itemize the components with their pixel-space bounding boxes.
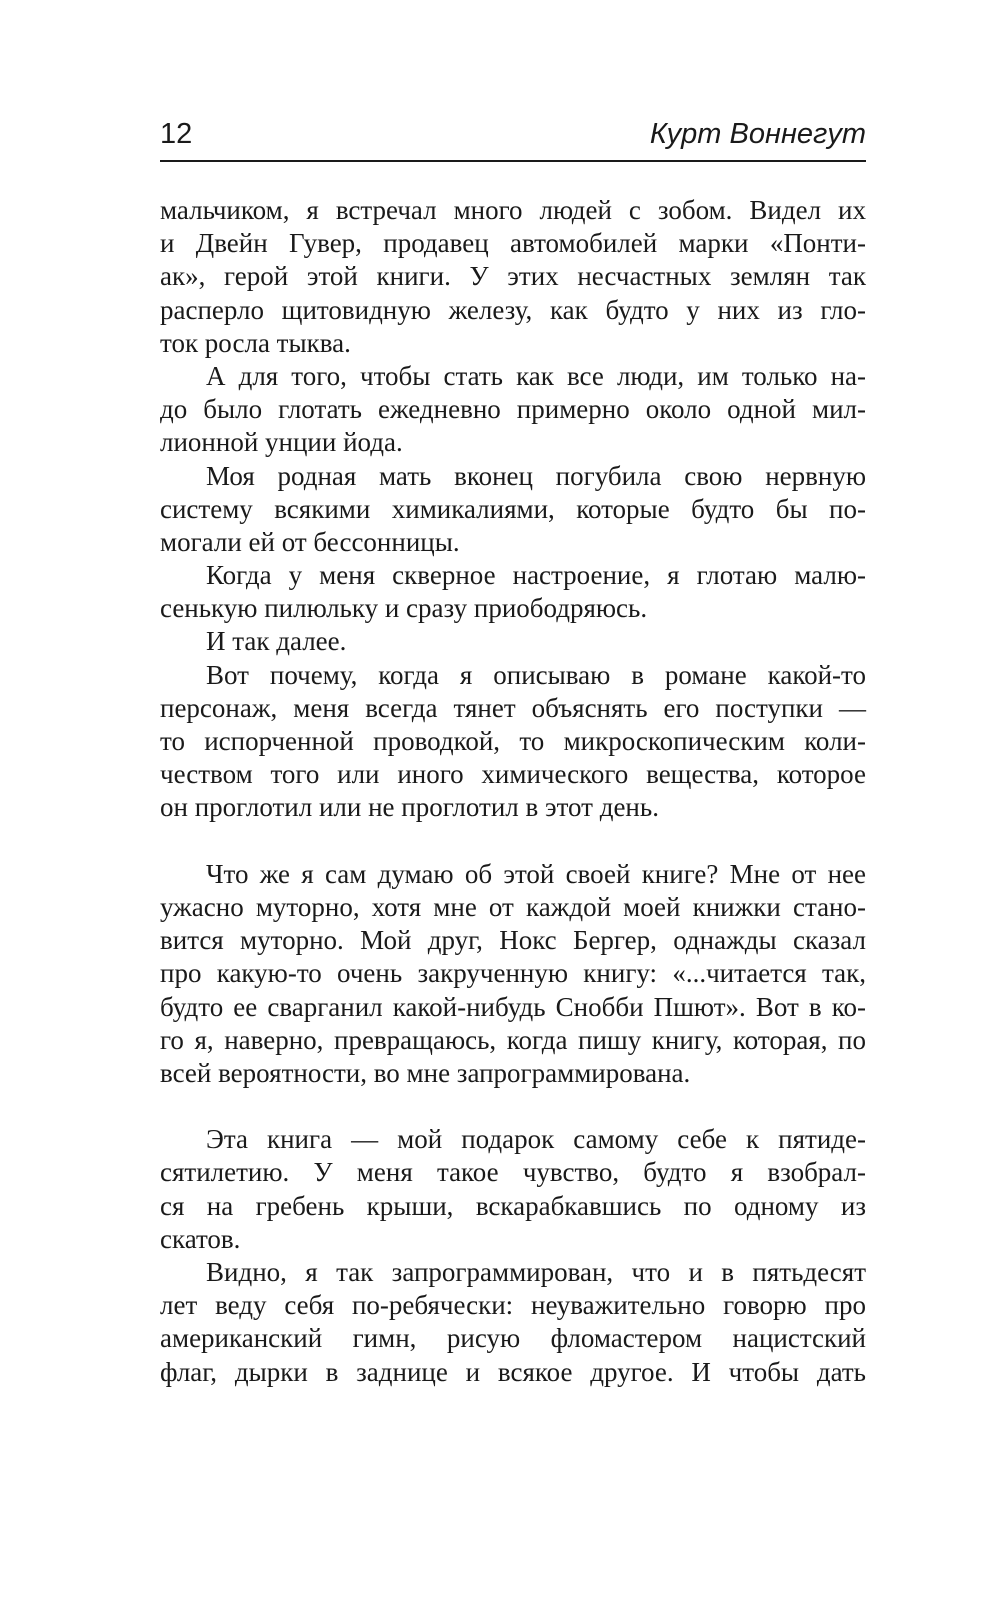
text-line: Вот почему, когда я описываю в романе какой-то: [206, 659, 866, 690]
text-line: скатов.: [160, 1223, 241, 1254]
text-line: ужасно муторно, хотя мне от каждой моей книжки стано-: [160, 891, 866, 922]
text-line: А для того, чтобы стать как все люди, им только на-: [206, 360, 866, 391]
text-line: американский гимн, рисую фломастером нацистский: [160, 1323, 866, 1354]
text-line: Видно, я так запрограммирован, что и в пятьдесят: [206, 1257, 866, 1287]
text-line: ток росла тыква.: [160, 327, 351, 358]
text-line: будто ее сварганил какой-нибудь Снобби Пшют». Вот в ко-: [160, 991, 866, 1022]
text-line: Когда у меня скверное настроение, я глотаю малю-: [206, 560, 866, 591]
text-line: могали ей от бессонницы.: [160, 526, 460, 557]
text-line: чеством того или иного химического вещества, которое: [160, 759, 866, 790]
text-line: лионной унции йода.: [160, 427, 403, 458]
text-line: расперло щитовидную железу, как будто у них из гло-: [160, 294, 866, 325]
text-line: всей вероятности, во мне запрограммирована.: [160, 1057, 691, 1088]
running-head: [160, 112, 866, 162]
text-line: сенькую пилюльку и сразу приободряюсь.: [160, 593, 648, 624]
page-number: 12: [160, 118, 193, 150]
paragraph: [160, 625, 866, 658]
text-line: до было глотать ежедневно примерно около одной мил-: [160, 394, 866, 425]
paragraph: [160, 559, 866, 625]
text-line: мальчиком, я встречал много людей с зобом. Видел их: [160, 195, 866, 225]
text-line: то испорченной проводкой, то микроскопическим коли-: [160, 726, 866, 756]
text-line: Что же я сам думаю об этой своей книге? Мне от нее: [206, 858, 866, 889]
text-line: сятилетию. У меня такое чувство, будто я взобрал-: [160, 1157, 866, 1188]
text-line: систему всякими химикалиями, которые будто бы по-: [160, 493, 866, 524]
text-line: ся на гребень крыши, вскарабкавшись по одному из: [160, 1190, 866, 1221]
paragraph: [160, 858, 866, 1090]
paragraph: [160, 1123, 866, 1256]
section-break: [160, 825, 866, 858]
section-break: [160, 1090, 866, 1123]
text-line: про какую-то очень закрученную книгу: «...читается так,: [160, 958, 866, 989]
text-line: Эта книга — мой подарок самому себе к пятиде-: [206, 1124, 866, 1155]
text-line: И так далее.: [206, 626, 347, 657]
paragraph: [160, 460, 866, 560]
paragraph: [160, 1256, 866, 1389]
text-line: он проглотил или не проглотил в этот день.: [160, 792, 659, 823]
text-line: лет веду себя по-ребячески: неуважительно говорю про: [160, 1290, 866, 1321]
paragraph: [160, 659, 866, 825]
author-name: Курт Воннегут: [649, 118, 866, 150]
text-line: вится муторно. Мой друг, Нокс Бергер, однажды сказал: [160, 925, 866, 956]
paragraph: [160, 360, 866, 460]
text-line: персонаж, меня всегда тянет объяснять его поступки —: [160, 692, 866, 723]
paragraph: [160, 194, 866, 360]
text-line: и Двейн Гувер, продавец автомобилей марки «Понти-: [160, 228, 866, 259]
page-body: [160, 194, 866, 1389]
text-line: го я, наверно, превращаюсь, когда пишу книгу, которая, по: [160, 1024, 866, 1055]
text-line: флаг, дырки в заднице и всякое другое. И чтобы дать: [160, 1356, 866, 1387]
text-line: ак», герой этой книги. У этих несчастных землян так: [160, 261, 866, 292]
text-line: Моя родная мать вконец погубила свою нервную: [206, 460, 866, 491]
